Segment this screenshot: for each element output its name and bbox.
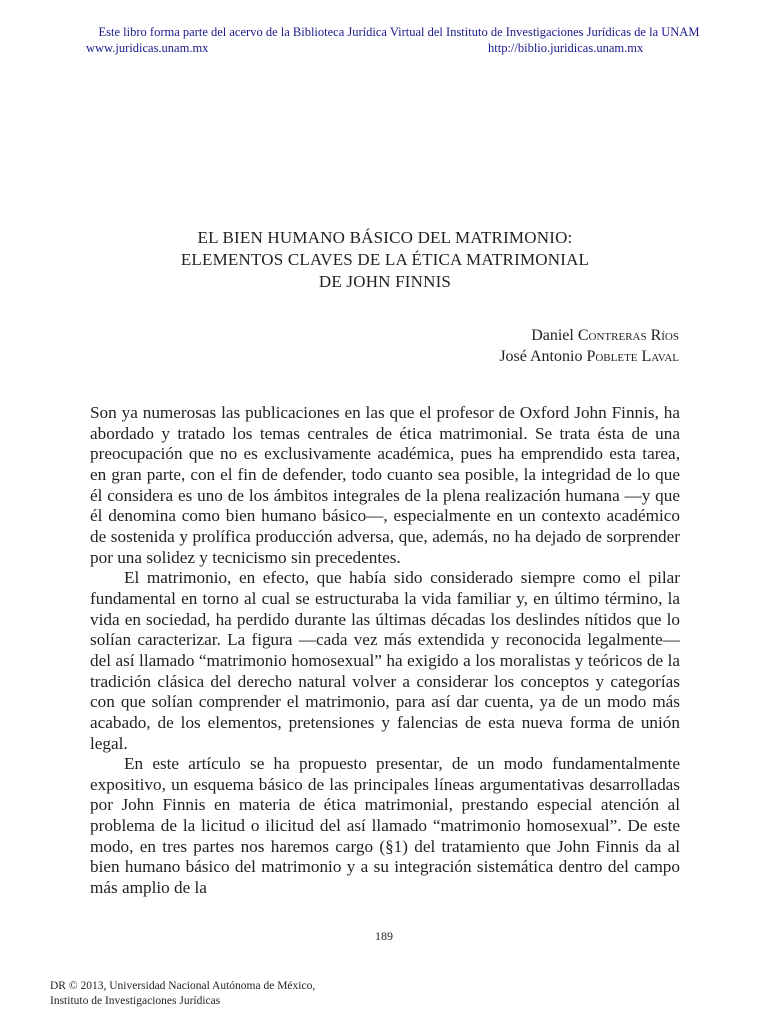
paragraph: En este artículo se ha propuesto presentar, de un modo fundamentalmente expositivo, un esquema básico de las principales líneas argumentativas desarrolladas por John Finnis en materia de ética matrimonial, prestando especial atención al problema de la licitud o ilicitud del así llamado “matrimonio homosexual”. De este modo, en tres partes nos haremos cargo (§1) del tratamiento que John Finnis da al bien humano básico del matrimonio y a su integración sistemática dentro del campo más amplio de la bbox=[90, 754, 680, 898]
paragraph: Son ya numerosas las publicaciones en las que el profesor de Oxford John Finnis, ha abordado y tratado los temas centrales de ética matrimonial. Se trata ésta de una preocupación que no es exclusivamente académica, pues ha emprendido esta tarea, en gran parte, con el fin de defender, todo cuanto sea posible, la integridad de lo que él considera es uno de los ámbitos integrales de la plena realización humana —y que él denomina como bien humano básico—, especialmente en un contexto académico de sostenida y prolífica producción adversa, que, además, no ha dejado de sorprender por una solidez y tecnicismo sin precedentes. bbox=[90, 403, 680, 567]
author-given-name: Daniel bbox=[531, 327, 578, 344]
repository-header bbox=[0, 24, 768, 56]
biblio-link[interactable]: http://biblio.juridicas.unam.mx bbox=[488, 41, 644, 55]
article-title bbox=[90, 227, 680, 293]
author-family-name: Contreras Ríos bbox=[577, 327, 679, 344]
header-links bbox=[0, 40, 768, 56]
author-1 bbox=[499, 325, 679, 346]
author-given-name: José Antonio bbox=[499, 348, 587, 365]
paragraph: El matrimonio, en efecto, que había sido considerado siempre como el pilar fundamental en torno al cual se estructuraba la vida familiar y, en último término, la vida en sociedad, ha perdido durante las últimas décadas los deslindes nítidos que lo solían caracterizar. La figura —cada vez más extendida y reconocida legalmente— del así llamado “matrimonio homosexual” ha exigido a los moralistas y teóricos de la tradición clásica del derecho natural volver a considerar los conceptos y categorías con que solían comprender el matrimonio, para así dar cuenta, ya de un modo más acabado, de los elementos, pretensiones y falencias de esta nueva forma de unión legal. bbox=[90, 568, 680, 753]
repository-notice: Este libro forma parte del acervo de la Biblioteca Jurídica Virtual del Instituto de Investigaciones Jurídicas de la UNAM bbox=[98, 25, 700, 39]
article-body bbox=[90, 403, 680, 899]
title-line: ELEMENTOS CLAVES DE LA ÉTICA MATRIMONIAL bbox=[180, 250, 590, 269]
copyright-line: DR © 2013, Universidad Nacional Autónoma de México, bbox=[50, 980, 316, 992]
title-line: EL BIEN HUMANO BÁSICO DEL MATRIMONIO: bbox=[197, 228, 573, 247]
title-line: DE JOHN FINNIS bbox=[318, 272, 452, 291]
author-list bbox=[499, 325, 679, 367]
page-number: 189 bbox=[375, 929, 393, 943]
author-family-name: Poblete Laval bbox=[586, 348, 679, 365]
author-2 bbox=[499, 346, 679, 367]
institute-line: Instituto de Investigaciones Jurídicas bbox=[50, 995, 221, 1007]
juridicas-link[interactable]: www.juridicas.unam.mx bbox=[86, 41, 209, 55]
copyright-footer bbox=[50, 979, 315, 1009]
